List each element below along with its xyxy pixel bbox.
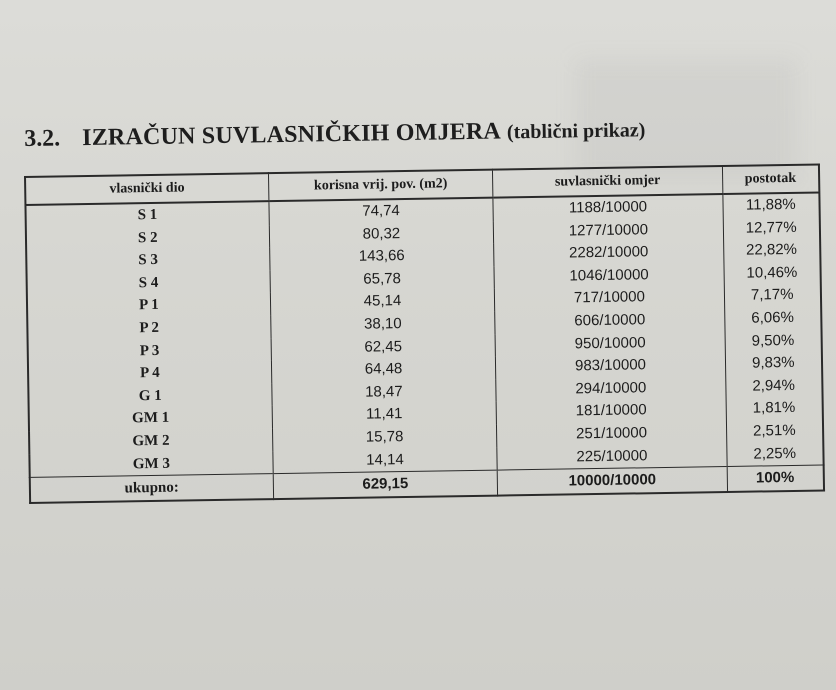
cell-part: P 1 [27, 293, 270, 319]
cell-percent: 10,46% [746, 263, 798, 282]
cell-part: S 2 [26, 225, 269, 251]
cell-area: 80,32 [269, 221, 494, 247]
total-ratio: 10000/10000 [498, 467, 728, 496]
cell-area: 74,74 [269, 198, 494, 225]
cell-part: G 1 [28, 383, 271, 409]
section-heading [24, 116, 645, 153]
cell-percent: 9,50% [751, 331, 795, 350]
cell-part: S 4 [27, 270, 270, 296]
cell-area: 65,78 [270, 266, 495, 292]
cell-percent: 9,83% [751, 354, 795, 372]
cell-percent: 6,06% [751, 308, 794, 327]
total-label: ukupno: [30, 474, 273, 503]
cell-area: 62,45 [271, 334, 496, 360]
cell-ratio: 717/10000 [495, 285, 725, 311]
section-subtitle: (tablični prikaz) [506, 119, 646, 144]
cell-area: 143,66 [269, 244, 494, 270]
ownership-table [24, 163, 825, 504]
total-percent: 100% [727, 465, 824, 492]
cell-ratio: 294/10000 [496, 376, 726, 402]
cell-part: P 2 [27, 315, 270, 341]
cell-percent: 2,25% [753, 444, 797, 463]
header-co-ownership-ratio: suvlasnički omjer [493, 166, 723, 198]
cell-area: 45,14 [270, 289, 495, 315]
cell-percent: 2,94% [752, 376, 796, 395]
cell-part: GM 1 [29, 405, 272, 431]
cell-ratio: 1277/10000 [494, 218, 724, 244]
cell-part: S 3 [26, 247, 269, 273]
total-area: 629,15 [273, 470, 498, 499]
section-number: 3.2. [24, 125, 61, 152]
cell-percent: 7,17% [750, 286, 794, 304]
cell-percent: 1,81% [752, 399, 796, 417]
cell-percent: 11,88% [745, 195, 796, 214]
cell-area: 14,14 [272, 447, 497, 474]
cell-ratio: 225/10000 [497, 444, 727, 471]
cell-percent: 22,82% [745, 241, 798, 259]
cell-ratio: 2282/10000 [494, 240, 724, 266]
section-title: IZRAČUN SUVLASNIČKIH OMJERA [81, 118, 502, 152]
cell-ratio: 1046/10000 [494, 263, 724, 289]
cell-ratio: 181/10000 [496, 398, 726, 424]
cell-area: 15,78 [272, 425, 497, 451]
cell-area: 38,10 [270, 312, 495, 338]
cell-part: GM 3 [29, 451, 272, 478]
cell-ratio: 950/10000 [495, 331, 725, 357]
cell-ratio: 1188/10000 [493, 194, 723, 221]
cell-percent: 2,51% [752, 421, 796, 440]
header-percentage: postotak [722, 165, 819, 195]
cell-area: 64,48 [271, 357, 496, 383]
cell-part: P 4 [28, 360, 271, 386]
ownership-table-wrap [24, 163, 825, 521]
cell-ratio: 251/10000 [497, 421, 727, 447]
header-usable-area: korisna vrij. pov. (m2) [268, 170, 493, 202]
cell-ratio: 983/10000 [496, 353, 726, 379]
cell-area: 18,47 [271, 379, 496, 405]
cell-ratio: 606/10000 [495, 308, 725, 334]
cell-part: S 1 [25, 201, 268, 228]
cell-part: P 3 [28, 338, 271, 364]
header-ownership-part: vlasnički dio [25, 173, 269, 205]
cell-part: GM 2 [29, 428, 272, 454]
cell-percent: 12,77% [745, 218, 797, 237]
cell-area: 11,41 [272, 402, 497, 428]
